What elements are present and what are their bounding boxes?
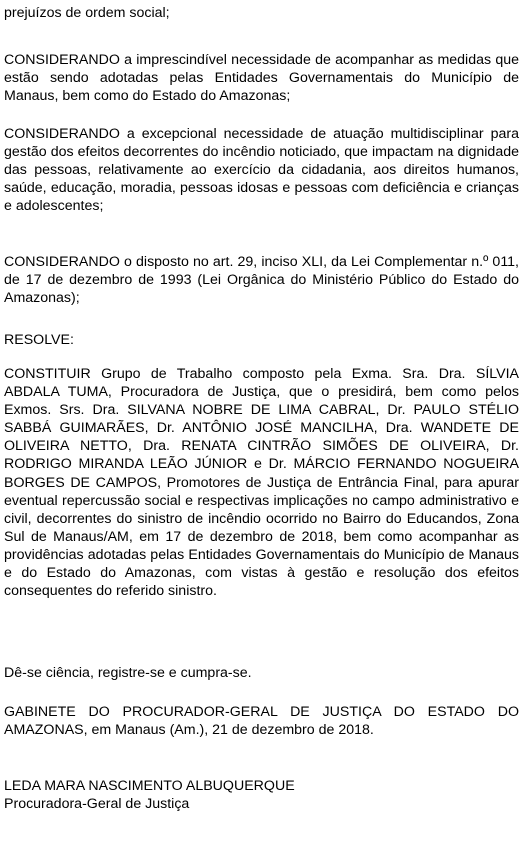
closing-statement: Dê-se ciência, registre-se e cumpra-se. [4,665,252,681]
considerando-paragraph-1: CONSIDERANDO a imprescindível necessidade de acompanhar as medidas que estão sendo adotadas pelas Entidades Governamentais do Município de Manaus, bem como do Estado do Amazonas; [4,52,519,105]
constituir-paragraph: CONSTITUIR Grupo de Trabalho composto pela Exma. Sra. Dra. SÍLVIA ABDALA TUMA, Procuradora de Justiça, que o presidirá, bem como pelos Exmos. Srs. Dra. SILVANA NOBRE DE LIMA CABRAL, Dr. PAULO STÉLIO SABBÁ GUIMARÃES, Dr. ANTÔNIO JOSÉ MANCILHA, Dra. WANDETE DE OLIVEIRA NETTO, Dra. RENATA CINTRÃO SIMÕES DE OLIVEIRA, Dr. RODRIGO MIRANDA LEÃO JÚNIOR e Dr. MÁRCIO FERNANDO NOGUEIRA BORGES DE CAMPOS, Promotores de Justiça de Entrância Final, para apurar eventual repercussão social e respectivas implicações no campo administrativo e civil, decorrentes do sinistro de incêndio ocorrido no Bairro do Educandos, Zona Sul de Manaus/AM, em 17 de dezembro de 2018, bem como acompanhar as providências adotadas pelas Entidades Governamentais do Município de Manaus e do Estado do Amazonas, com vistas à gestão e resolução dos efeitos consequentes do referido sinistro. [4,366,519,600]
considerando-paragraph-2: CONSIDERANDO a excepcional necessidade de atuação multidisciplinar para gestão dos efeitos decorrentes do incêndio noticiado, que impactam na dignidade das pessoas, relativamente ao exercício da cidadania, aos direitos humanos, saúde, educação, moradia, pessoas idosas e pessoas com deficiência e crianças e adolescentes; [4,126,519,215]
text-fragment-top: prejuízos de ordem social; [4,5,170,21]
resolve-heading: RESOLVE: [4,332,74,348]
gabinete-paragraph: GABINETE DO PROCURADOR-GERAL DE JUSTIÇA DO ESTADO DO AMAZONAS, em Manaus (Am.), 21 de dezembro de 2018. [4,704,519,739]
signatory-name: LEDA MARA NASCIMENTO ALBUQUERQUE [4,778,295,794]
considerando-paragraph-3: CONSIDERANDO o disposto no art. 29, inciso XLI, da Lei Complementar n.º 011, de 17 de dezembro de 1993 (Lei Orgânica do Ministério Público do Estado do Amazonas); [4,254,519,307]
signatory-title: Procuradora-Geral de Justiça [4,796,190,812]
